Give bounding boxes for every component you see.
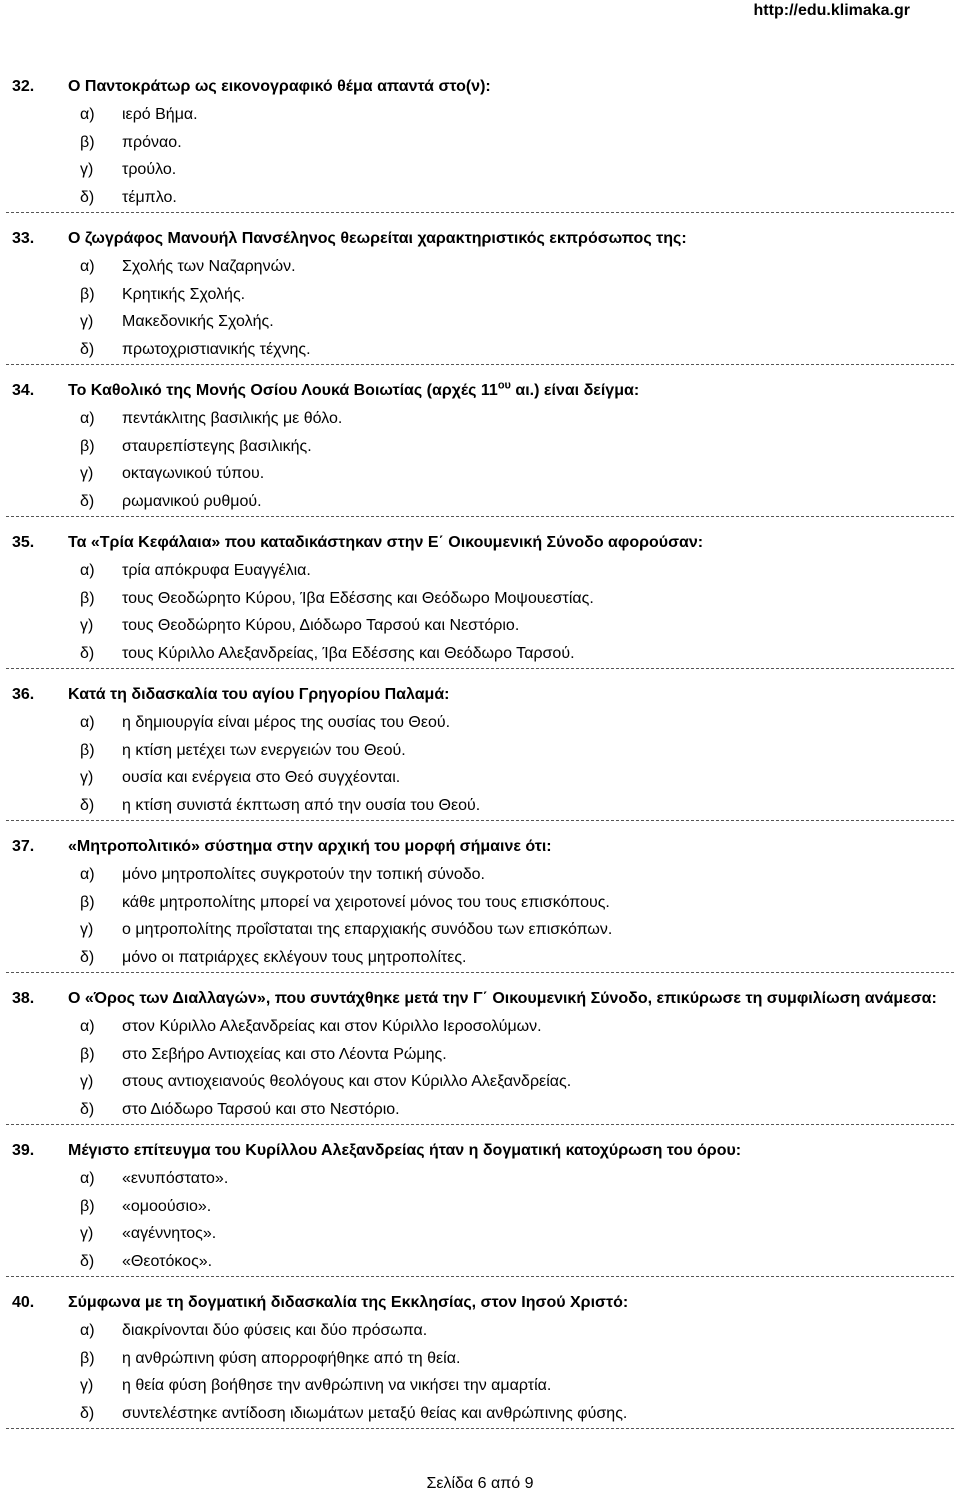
answer-option-text: στο Διόδωρο Ταρσού και στο Νεστόριο. <box>122 1100 400 1118</box>
question-text-part: αι.) είναι δείγμα: <box>510 382 640 399</box>
answer-option-letter: β) <box>80 741 95 759</box>
answer-option-text: η θεία φύση βοήθησε την ανθρώπινη να νικήσει την αμαρτία. <box>122 1377 552 1394</box>
answer-option <box>6 737 954 765</box>
answer-option-text: Μακεδονικής Σχολής. <box>122 313 274 330</box>
question-text <box>68 377 950 405</box>
header-link[interactable]: http://edu.klimaka.gr <box>753 2 910 19</box>
answer-option <box>6 253 954 281</box>
answer-option <box>6 709 954 737</box>
question-block <box>6 225 954 365</box>
answer-option-letter: β) <box>80 437 95 455</box>
answer-option <box>6 1193 954 1221</box>
answer-option-text: ιερό Βήμα. <box>122 106 198 123</box>
answer-option <box>6 764 954 792</box>
answer-option-text: «αγέννητος». <box>122 1225 217 1242</box>
answer-option <box>6 1013 954 1041</box>
answer-option-letter: β) <box>80 1045 95 1063</box>
answer-option-letter: γ) <box>80 465 94 482</box>
answer-option <box>6 101 954 129</box>
answer-option <box>6 944 954 972</box>
answer-option <box>6 585 954 613</box>
answer-option-letter: γ) <box>80 617 94 634</box>
answer-option-letter: α) <box>80 1018 95 1035</box>
answer-option-letter: γ) <box>80 1377 94 1394</box>
answer-option-text: η ανθρώπινη φύση απορροφήθηκε από τη θεία. <box>122 1349 461 1367</box>
question-stem <box>6 1289 954 1317</box>
answer-option-letter: γ) <box>80 1225 94 1242</box>
answer-option-text: κάθε μητροπολίτης μπορεί να χειροτονεί μόνος του τους επισκόπους. <box>122 893 610 911</box>
answer-option-letter: α) <box>80 562 95 579</box>
question-number: 39. <box>12 1142 35 1159</box>
answer-option-text: τέμπλο. <box>122 188 177 206</box>
answer-option <box>6 1400 954 1428</box>
answer-option-text: συντελέστηκε αντίδοση ιδιωμάτων μεταξύ θείας και ανθρώπινης φύσης. <box>122 1404 628 1422</box>
answer-option-letter: β) <box>80 1197 95 1215</box>
answer-option-text: μόνο μητροπολίτες συγκροτούν την τοπική σύνοδο. <box>122 866 485 883</box>
answer-option-letter: δ) <box>80 340 95 358</box>
answer-option-text: ουσία και ενέργεια στο Θεό συγχέονται. <box>122 769 401 786</box>
question-text-part: Το Καθολικό της Μονής Οσίου Λουκά Βοιωτίας (αρχές 11 <box>68 382 498 399</box>
question-block <box>6 985 954 1125</box>
answer-option-letter: α) <box>80 1322 95 1339</box>
question-stem <box>6 377 954 405</box>
answer-option-letter: α) <box>80 106 95 123</box>
answer-option-text: σταυρεπίστεγης βασιλικής. <box>122 437 312 455</box>
answer-option <box>6 488 954 516</box>
answer-option-letter: δ) <box>80 492 95 510</box>
answer-option-letter: α) <box>80 714 95 731</box>
answer-option <box>6 336 954 364</box>
question-stem <box>6 1137 954 1165</box>
answer-option-letter: γ) <box>80 313 94 330</box>
answer-option-letter: δ) <box>80 644 95 662</box>
question-block <box>6 73 954 213</box>
question-number: 33. <box>12 230 35 247</box>
answer-option-text: τους Θεοδώρητο Κύρου, Ίβα Εδέσσης και Θεόδωρο Μοψουεστίας. <box>122 589 594 607</box>
question-block <box>6 833 954 973</box>
answer-option <box>6 1041 954 1069</box>
question-number: 38. <box>12 990 35 1007</box>
answer-option-text: Κρητικής Σχολής. <box>122 285 246 303</box>
answer-option-letter: γ) <box>80 1073 94 1090</box>
answer-option <box>6 156 954 184</box>
answer-option-letter: β) <box>80 589 95 607</box>
answer-option <box>6 1165 954 1193</box>
answer-option-letter: δ) <box>80 796 95 814</box>
answer-option <box>6 792 954 820</box>
answer-option <box>6 433 954 461</box>
question-text: Ο «Όρος των Διαλλαγών», που συντάχθηκε μετά την Γ΄ Οικουμενική Σύνοδο, επικύρωσε τη συμφιλίωση ανάμεσα: <box>68 990 937 1007</box>
answer-option-text: οκταγωνικού τύπου. <box>122 465 265 482</box>
answer-option-text: «ενυπόστατο». <box>122 1170 229 1187</box>
question-number: 36. <box>12 686 35 703</box>
answer-option-letter: δ) <box>80 188 95 206</box>
question-number: 35. <box>12 534 35 551</box>
answer-option-text: τρούλο. <box>122 161 177 178</box>
question-block <box>6 1289 954 1429</box>
answer-option <box>6 1317 954 1345</box>
question-block <box>6 529 954 669</box>
answer-option <box>6 1248 954 1276</box>
answer-option-text: στον Κύριλλο Αλεξανδρείας και στον Κύριλλο Ιεροσολύμων. <box>122 1018 542 1035</box>
answer-option-letter: γ) <box>80 161 94 178</box>
answer-option-letter: β) <box>80 133 95 151</box>
answer-option-letter: β) <box>80 285 95 303</box>
answer-option-letter: δ) <box>80 1404 95 1422</box>
answer-option <box>6 861 954 889</box>
answer-option-text: πρόναο. <box>122 133 182 151</box>
question-text: Μέγιστο επίτευγμα του Κυρίλλου Αλεξανδρείας ήταν η δογματική κατοχύρωση του όρου: <box>68 1142 742 1159</box>
answer-option <box>6 612 954 640</box>
answer-option-letter: α) <box>80 866 95 883</box>
question-stem <box>6 529 954 557</box>
answer-option-text: ο μητροπολίτης προΐσταται της επαρχιακής συνόδου των επισκόπων. <box>122 921 613 938</box>
answer-option-letter: α) <box>80 410 95 427</box>
answer-option <box>6 1220 954 1248</box>
answer-option <box>6 640 954 668</box>
answer-option-text: πεντάκλιτης βασιλικής με θόλο. <box>122 410 343 427</box>
answer-option-text: Σχολής των Ναζαρηνών. <box>122 258 296 275</box>
answer-option <box>6 1345 954 1373</box>
question-block <box>6 377 954 517</box>
answer-option-text: μόνο οι πατριάρχες εκλέγουν τους μητροπολίτες. <box>122 948 467 966</box>
question-text: Ο Παντοκράτωρ ως εικονογραφικό θέμα απαντά στο(ν): <box>68 78 491 95</box>
answer-option-letter: α) <box>80 258 95 275</box>
question-stem <box>6 225 954 253</box>
answer-option-text: τρία απόκρυφα Ευαγγέλια. <box>122 562 311 579</box>
answer-option-letter: γ) <box>80 769 94 786</box>
answer-option <box>6 1068 954 1096</box>
question-text: Τα «Τρία Κεφάλαια» που καταδικάστηκαν στην Ε΄ Οικουμενική Σύνοδο αφορούσαν: <box>68 534 704 551</box>
answer-option-text: διακρίνονται δύο φύσεις και δύο πρόσωπα. <box>122 1322 428 1339</box>
answer-option <box>6 129 954 157</box>
question-stem <box>6 833 954 861</box>
question-text: Κατά τη διδασκαλία του αγίου Γρηγορίου Παλαμά: <box>68 686 450 703</box>
question-stem <box>6 73 954 101</box>
answer-option-text: τους Κύριλλο Αλεξανδρείας, Ίβα Εδέσσης και Θεόδωρο Ταρσού. <box>122 644 575 662</box>
answer-option-letter: β) <box>80 1349 95 1367</box>
question-number: 34. <box>12 382 35 399</box>
question-text: «Μητροπολιτικό» σύστημα στην αρχική του μορφή σήμαινε ότι: <box>68 838 552 855</box>
answer-option <box>6 281 954 309</box>
question-block <box>6 681 954 821</box>
question-number: 32. <box>12 78 35 95</box>
question-number: 40. <box>12 1294 35 1311</box>
answer-option <box>6 889 954 917</box>
answer-option <box>6 184 954 212</box>
question-stem <box>6 681 954 709</box>
answer-option-text: «Θεοτόκος». <box>122 1252 213 1270</box>
answer-option-text: ρωμανικού ρυθμού. <box>122 492 262 510</box>
question-block <box>6 1137 954 1277</box>
question-text: Σύμφωνα με τη δογματική διδασκαλία της Εκκλησίας, στον Ιησού Χριστό: <box>68 1294 629 1311</box>
answer-option-text: «ομοούσιο». <box>122 1197 212 1215</box>
answer-option <box>6 1372 954 1400</box>
answer-option-text: τους Θεοδώρητο Κύρου, Διόδωρο Ταρσού και Νεστόριο. <box>122 617 520 634</box>
question-list <box>0 73 960 1441</box>
answer-option <box>6 460 954 488</box>
answer-option <box>6 557 954 585</box>
answer-option-letter: β) <box>80 893 95 911</box>
answer-option-letter: γ) <box>80 921 94 938</box>
question-number: 37. <box>12 838 35 855</box>
answer-option-text: η δημιουργία είναι μέρος της ουσίας του Θεού. <box>122 714 451 731</box>
page-footer: Σελίδα 6 από 9 <box>426 1475 534 1492</box>
answer-option <box>6 1096 954 1124</box>
answer-option-letter: δ) <box>80 1100 95 1118</box>
question-stem <box>6 985 954 1013</box>
answer-option <box>6 405 954 433</box>
answer-option-text: στο Σεβήρο Αντιοχείας και στο Λέοντα Ρώμης. <box>122 1045 447 1063</box>
answer-option-text: στους αντιοχειανούς θεολόγους και στον Κύριλλο Αλεξανδρείας. <box>122 1073 572 1090</box>
answer-option-text: πρωτοχριστιανικής τέχνης. <box>122 340 311 358</box>
question-text: Ο ζωγράφος Μανουήλ Πανσέληνος θεωρείται χαρακτηριστικός εκπρόσωπος της: <box>68 230 687 247</box>
question-text-superscript: ου <box>497 379 511 392</box>
answer-option-text: η κτίση μετέχει των ενεργειών του Θεού. <box>122 741 406 759</box>
answer-option <box>6 916 954 944</box>
answer-option-letter: δ) <box>80 1252 95 1270</box>
answer-option-letter: δ) <box>80 948 95 966</box>
answer-option <box>6 308 954 336</box>
answer-option-letter: α) <box>80 1170 95 1187</box>
answer-option-text: η κτίση συνιστά έκπτωση από την ουσία του Θεού. <box>122 796 481 814</box>
